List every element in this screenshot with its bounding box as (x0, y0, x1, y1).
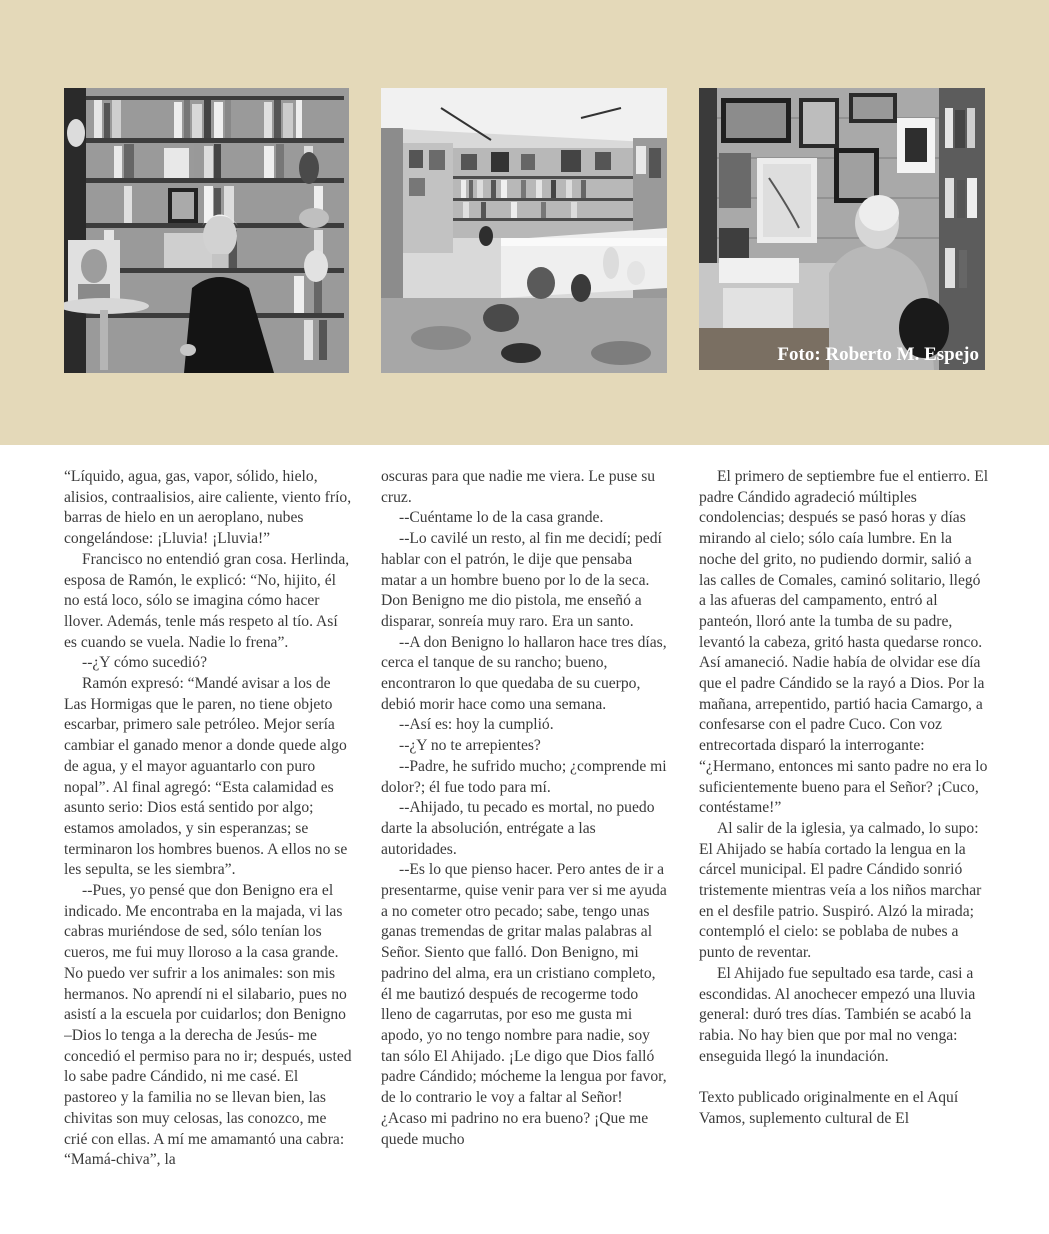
paragraph: --Pues, yo pensé que don Benigno era el indicado. Me encontraba en la majada, vi las cabras muriéndose de sed, sólo tenían los cueros, me fui muy lloroso a la casa grande. No puedo ver sufrir a los animales: son mis hermanos. No aprendí ni el silabario, pues no asistí a la escuela por cuidarlos; don Benigno –Dios lo tenga a la derecha de Jesús- me concedió el permiso para no ir; después, usted lo sabe padre Cándido, ni me casé. El pastoreo y la familia no se llevan bien, las chivitas son muy celosas, las conozco, me crié con ellas. A mí me amamantó una cabra: “Mamá-chiva”, la (64, 882, 352, 1169)
photo-library-room (381, 88, 667, 373)
photo-man-at-desk (699, 88, 985, 370)
paragraph: --A don Benigno lo hallaron hace tres días, cerca el tanque de su rancho; bueno, encontraron lo que quedaba de su cuerpo, debió morir hace como una semana. (381, 633, 667, 713)
paragraph: --Es lo que pienso hacer. Pero antes de ir a presentarme, quise venir para ver si me ayuda a no cometer otro pecado; sabe, tengo unas ganas tremendas de gritar malas palabras al Señor. Siento que falló. Don Benigno, mi padrino del alma, era un cristiano completo, él me bautizó después de recogerme todo lleno de cagarrutas, por eso me gusta mi apodo, yo no tengo nombre para nadie, soy tan sólo El Ahijado. ¡Le digo que Dios falló padre Cándido; mócheme la lengua por favor, de lo contrario le voy a faltar al Señor! ¿Acaso mi padrino no era bueno? ¡Que me quede mucho (381, 861, 667, 1148)
paragraph: --¿Y cómo sucedió? (82, 654, 207, 672)
paragraph: --Padre, he sufrido mucho; ¿comprende mi dolor?; él fue todo para mí. (381, 757, 667, 796)
paragraph: Ramón expresó: “Mandé avisar a los de Las Hormigas que le paren, no tiene objeto escarbar, primero sale petróleo. Mejor sería cambiar el ganado menor a donde quede algo de agua, y el mayor aguantarlo con puro nopal”. Al final agregó: “Esta calamidad es asunto serio: Dios está sentido por algo; estamos amolados, y sin esperanzas; se terminaron los hombres buenos. A ellos no se les sepulta, se les siembra”. (64, 675, 348, 879)
paragraph: --Cuéntame lo de la casa grande. (399, 509, 604, 527)
paragraph: --Lo cavilé un resto, al fin me decidí; pedí hablar con el patrón, le dije que pensaba matar a un hombre bueno por lo de la seca. Don Benigno me dio pistola, me enseñó a disparar, sonreía muy raro. Era un santo. (381, 530, 662, 630)
text-column-1 (64, 467, 352, 1234)
paragraph: El primero de septiembre fue el entierro. El padre Cándido agradeció múltiples condolencias; después se pasó horas y días mirando al cielo; sólo caía lumbre. En la noche del grito, no pudiendo dormir, salió a las calles de Comales, caminó solitario, llegó a las afueras del campamento, entró al panteón, lloró ante la tumba de su padre, levantó la cabeza, gritó hasta quedarse ronco. Así amaneció. Nadie había de olvidar ese día que el padre Cándido se la rayó a Dios. Por la mañana, arrepentido, partió hacia Camargo, a confesarse con el padre Cuco. Con voz entrecortada disparó la interrogante: “¿Hermano, entonces mi santo padre no era lo suficientemente bueno para el Señor? ¡Cuco, contéstame!” (699, 468, 989, 817)
text-column-3 (699, 467, 989, 1234)
paragraph: oscuras para que nadie me viera. Le puse su cruz. (381, 468, 656, 506)
paragraph: Al salir de la iglesia, ya calmado, lo supo: El Ahijado se había cortado la lengua en la cárcel municipal. El padre Cándido sonrió tristemente mientras veía a los niños marchar en el desfile patrio. Suspiró. Alzó la mirada; contempló el cielo: se poblaba de nubes a punto de reventar. (699, 819, 982, 962)
source-note: Texto publicado originalmente en el Aquí Vamos, suplemento cultural de El (699, 1089, 959, 1127)
paragraph: El Ahijado fue sepultado esa tarde, casi a escondidas. Al anochecer empezó una lluvia general: duró tres días. También se acabó la rabia. No hay bien que por mal no venga: enseguida llegó la inundación. (699, 964, 976, 1065)
paragraph: --¿Y no te arrepientes? (399, 737, 541, 755)
photo-credit: Foto: Roberto M. Espejo (777, 344, 979, 365)
text-column-2 (381, 467, 669, 1234)
paragraph: Francisco no entendió gran cosa. Herlinda, esposa de Ramón, le explicó: “No, hijito, él no está loco, sólo se imagina cómo hacer llover. Además, tenle más respeto al tío. Así es cuando se vuela. Nadie lo frena”. (64, 550, 350, 651)
paragraph: --Así es: hoy la cumplió. (399, 716, 554, 734)
photo-man-with-books (64, 88, 349, 373)
paragraph: --Ahijado, tu pecado es mortal, no puedo darte la absolución, entrégate a las autoridades. (381, 799, 655, 858)
paragraph: “Líquido, agua, gas, vapor, sólido, hielo, alisios, contraalisios, aire caliente, viento frío, barras de hielo en un aeroplano, nubes congelándose: ¡Lluvia! ¡Lluvia!” (64, 468, 352, 548)
